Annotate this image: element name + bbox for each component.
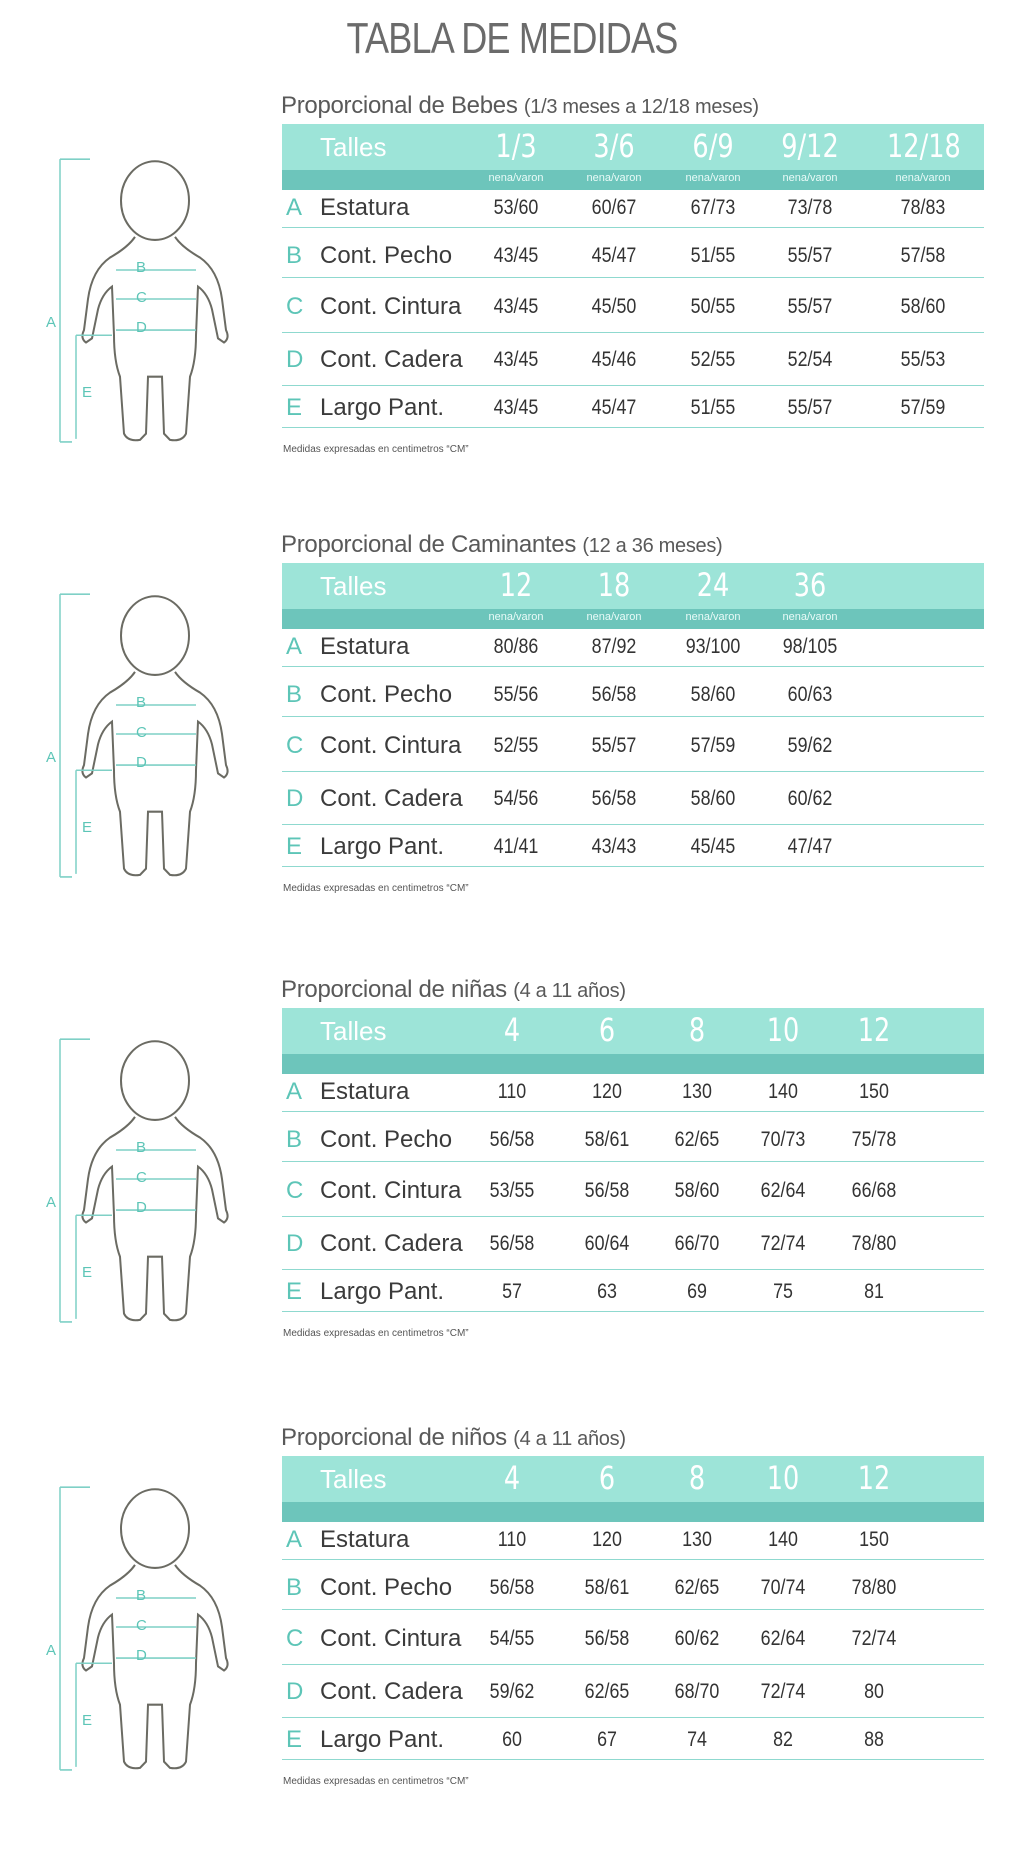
section-title-main: Proporcional de Caminantes bbox=[281, 531, 583, 558]
table-row bbox=[282, 1173, 984, 1217]
row-value: 41/41 bbox=[493, 835, 539, 858]
figure-label-a: A bbox=[46, 749, 57, 766]
size-header-5: 12/18 bbox=[887, 127, 961, 165]
row-value: 62/65 bbox=[584, 1680, 630, 1703]
row-value: 82 bbox=[773, 1728, 793, 1751]
row-value: 78/80 bbox=[851, 1576, 897, 1599]
row-value: 60/67 bbox=[591, 196, 637, 219]
size-header-2: 3/6 bbox=[593, 127, 635, 165]
size-header-1: 12 bbox=[499, 566, 533, 604]
figure-label-d: D bbox=[136, 1647, 147, 1664]
row-label: Cont. Pecho bbox=[320, 242, 453, 269]
row-value: 58/60 bbox=[690, 787, 736, 810]
row-value: 66/68 bbox=[851, 1179, 897, 1202]
row-value: 62/64 bbox=[760, 1627, 806, 1650]
table-header bbox=[282, 124, 984, 170]
measurement-note: Medidas expresadas en centimetros “CM” bbox=[283, 444, 469, 455]
row-value: 56/58 bbox=[591, 683, 637, 706]
row-letter: D bbox=[286, 346, 304, 373]
row-value: 72/74 bbox=[760, 1680, 806, 1703]
row-value: 57 bbox=[502, 1280, 522, 1303]
row-value: 62/65 bbox=[674, 1576, 720, 1599]
measurement-note: Medidas expresadas en centimetros “CM” bbox=[283, 883, 469, 894]
table-header bbox=[282, 563, 984, 609]
size-subheader-3: nena/varon bbox=[685, 611, 741, 623]
size-section bbox=[0, 1424, 1024, 1856]
row-label: Largo Pant. bbox=[320, 394, 445, 421]
table-row bbox=[282, 1226, 984, 1270]
row-value: 52/55 bbox=[690, 348, 736, 371]
section-title-main: Proporcional de Bebes bbox=[281, 92, 524, 119]
table-row bbox=[282, 1674, 984, 1718]
row-label: Cont. Pecho bbox=[320, 681, 453, 708]
row-value: 130 bbox=[682, 1528, 712, 1551]
size-header-5: 12 bbox=[857, 1459, 891, 1497]
row-letter: A bbox=[286, 1526, 303, 1553]
page-title: TABLA DE MEDIDAS bbox=[346, 14, 678, 63]
child-figure-icon bbox=[40, 589, 270, 879]
row-value: 55/57 bbox=[591, 734, 637, 757]
row-letter: A bbox=[286, 194, 303, 221]
row-value: 55/53 bbox=[900, 348, 946, 371]
row-divider bbox=[282, 771, 984, 772]
row-value: 58/60 bbox=[900, 295, 946, 318]
row-value: 78/80 bbox=[851, 1232, 897, 1255]
row-value: 140 bbox=[768, 1528, 798, 1551]
row-letter: A bbox=[286, 633, 303, 660]
size-subheader-4: nena/varon bbox=[782, 172, 838, 184]
row-value: 52/54 bbox=[787, 348, 833, 371]
row-label: Cont. Pecho bbox=[320, 1574, 453, 1601]
row-letter: D bbox=[286, 1230, 304, 1257]
table-row bbox=[282, 1570, 984, 1610]
size-header-2: 6 bbox=[598, 1011, 616, 1049]
row-value: 66/70 bbox=[674, 1232, 720, 1255]
table-row bbox=[282, 629, 984, 667]
row-value: 56/58 bbox=[489, 1232, 535, 1255]
row-label: Estatura bbox=[320, 1526, 410, 1553]
table-row bbox=[282, 1274, 984, 1312]
row-divider bbox=[282, 1664, 984, 1665]
row-value: 43/43 bbox=[591, 835, 637, 858]
row-value: 52/55 bbox=[493, 734, 539, 757]
row-divider bbox=[282, 1161, 984, 1162]
row-value: 60/64 bbox=[584, 1232, 630, 1255]
table-header bbox=[282, 1456, 984, 1502]
table-subheader bbox=[282, 609, 984, 629]
row-value: 59/62 bbox=[489, 1680, 535, 1703]
size-header-3: 8 bbox=[688, 1011, 706, 1049]
size-header-1: 1/3 bbox=[495, 127, 537, 165]
row-divider bbox=[282, 1717, 984, 1718]
table-subheader bbox=[282, 170, 984, 190]
row-letter: B bbox=[286, 1126, 303, 1153]
row-label: Cont. Cintura bbox=[320, 1625, 462, 1652]
row-value: 45/50 bbox=[591, 295, 637, 318]
size-header-4: 10 bbox=[766, 1011, 800, 1049]
size-header-2: 18 bbox=[597, 566, 631, 604]
row-divider bbox=[282, 866, 984, 867]
row-value: 55/57 bbox=[787, 244, 833, 267]
table-row bbox=[282, 289, 984, 333]
row-value: 45/47 bbox=[591, 396, 637, 419]
section-title-range: (4 a 11 años) bbox=[513, 1428, 626, 1450]
row-value: 70/74 bbox=[760, 1576, 806, 1599]
table-row bbox=[282, 1621, 984, 1665]
row-letter: E bbox=[286, 833, 303, 860]
table-row bbox=[282, 1122, 984, 1162]
figure-label-b: B bbox=[136, 1587, 147, 1604]
figure-label-d: D bbox=[136, 319, 147, 336]
table-row bbox=[282, 1074, 984, 1112]
row-value: 63 bbox=[597, 1280, 617, 1303]
figure-label-c: C bbox=[136, 1169, 147, 1186]
row-divider bbox=[282, 332, 984, 333]
row-divider bbox=[282, 385, 984, 386]
row-value: 55/57 bbox=[787, 396, 833, 419]
row-value: 51/55 bbox=[690, 244, 736, 267]
row-value: 58/61 bbox=[584, 1128, 630, 1151]
row-value: 140 bbox=[768, 1080, 798, 1103]
row-label: Cont. Cadera bbox=[320, 785, 463, 812]
table-header bbox=[282, 1008, 984, 1054]
size-header-3: 6/9 bbox=[692, 127, 734, 165]
row-label: Estatura bbox=[320, 1078, 410, 1105]
row-value: 80 bbox=[864, 1680, 884, 1703]
row-label: Largo Pant. bbox=[320, 1278, 445, 1305]
figure-label-d: D bbox=[136, 754, 147, 771]
row-value: 43/45 bbox=[493, 295, 539, 318]
talles-label: Talles bbox=[320, 571, 387, 601]
row-value: 43/45 bbox=[493, 244, 539, 267]
row-value: 78/83 bbox=[900, 196, 946, 219]
size-header-1: 4 bbox=[503, 1459, 521, 1497]
size-subheader-1: nena/varon bbox=[488, 611, 544, 623]
table-row bbox=[282, 829, 984, 867]
row-value: 72/74 bbox=[760, 1232, 806, 1255]
row-value: 93/100 bbox=[685, 635, 741, 658]
row-divider bbox=[282, 1609, 984, 1610]
row-letter: C bbox=[286, 1625, 304, 1652]
row-label: Largo Pant. bbox=[320, 833, 445, 860]
row-divider bbox=[282, 1311, 984, 1312]
row-letter: C bbox=[286, 293, 304, 320]
size-subheader-2: nena/varon bbox=[586, 611, 642, 623]
row-value: 110 bbox=[497, 1528, 527, 1551]
row-value: 55/56 bbox=[493, 683, 539, 706]
row-value: 62/65 bbox=[674, 1128, 720, 1151]
table-row bbox=[282, 238, 984, 278]
row-divider bbox=[282, 1269, 984, 1270]
row-label: Estatura bbox=[320, 194, 410, 221]
size-subheader-4: nena/varon bbox=[782, 611, 838, 623]
table-row bbox=[282, 781, 984, 825]
size-header-4: 9/12 bbox=[781, 127, 839, 165]
row-value: 120 bbox=[592, 1080, 622, 1103]
row-value: 80/86 bbox=[493, 635, 539, 658]
size-subheader-2: nena/varon bbox=[586, 172, 642, 184]
table-row bbox=[282, 728, 984, 772]
row-value: 43/45 bbox=[493, 396, 539, 419]
row-value: 53/55 bbox=[489, 1179, 535, 1202]
row-label: Cont. Cintura bbox=[320, 1177, 462, 1204]
size-section bbox=[0, 531, 1024, 963]
row-divider bbox=[282, 1759, 984, 1760]
row-letter: B bbox=[286, 1574, 303, 1601]
figure-label-e: E bbox=[82, 819, 93, 836]
row-value: 60/63 bbox=[787, 683, 833, 706]
row-letter: B bbox=[286, 681, 303, 708]
row-value: 58/60 bbox=[674, 1179, 720, 1202]
row-label: Cont. Cadera bbox=[320, 1678, 463, 1705]
table-row bbox=[282, 1722, 984, 1760]
row-value: 57/59 bbox=[900, 396, 946, 419]
row-value: 75 bbox=[773, 1280, 793, 1303]
table-subheader bbox=[282, 1502, 984, 1522]
figure-label-e: E bbox=[82, 384, 93, 401]
row-label: Cont. Cintura bbox=[320, 732, 462, 759]
figure-label-c: C bbox=[136, 289, 147, 306]
size-header-3: 8 bbox=[688, 1459, 706, 1497]
row-divider bbox=[282, 277, 984, 278]
row-value: 59/62 bbox=[787, 734, 833, 757]
row-label: Largo Pant. bbox=[320, 1726, 445, 1753]
figure-label-c: C bbox=[136, 724, 147, 741]
section-title-range: (4 a 11 años) bbox=[513, 980, 626, 1002]
row-letter: E bbox=[286, 394, 303, 421]
row-value: 58/61 bbox=[584, 1576, 630, 1599]
table-row bbox=[282, 190, 984, 228]
table-row bbox=[282, 390, 984, 428]
size-header-4: 10 bbox=[766, 1459, 800, 1497]
row-value: 55/57 bbox=[787, 295, 833, 318]
row-value: 56/58 bbox=[591, 787, 637, 810]
row-value: 43/45 bbox=[493, 348, 539, 371]
talles-label: Talles bbox=[320, 132, 387, 162]
figure-label-a: A bbox=[46, 1194, 57, 1211]
row-value: 88 bbox=[864, 1728, 884, 1751]
size-header-5: 12 bbox=[857, 1011, 891, 1049]
row-value: 57/58 bbox=[900, 244, 946, 267]
size-header-3: 24 bbox=[696, 566, 730, 604]
row-value: 98/105 bbox=[782, 635, 838, 658]
row-value: 150 bbox=[859, 1080, 889, 1103]
figure-label-b: B bbox=[136, 259, 147, 276]
row-letter: E bbox=[286, 1278, 303, 1305]
row-value: 60/62 bbox=[787, 787, 833, 810]
row-label: Cont. Cintura bbox=[320, 293, 462, 320]
section-title bbox=[281, 531, 722, 559]
row-value: 68/70 bbox=[674, 1680, 720, 1703]
section-title-range: (12 a 36 meses) bbox=[582, 535, 723, 557]
figure-label-b: B bbox=[136, 694, 147, 711]
figure-label-d: D bbox=[136, 1199, 147, 1216]
row-divider bbox=[282, 716, 984, 717]
row-value: 56/58 bbox=[489, 1576, 535, 1599]
row-value: 51/55 bbox=[690, 396, 736, 419]
row-value: 56/58 bbox=[489, 1128, 535, 1151]
row-value: 60/62 bbox=[674, 1627, 720, 1650]
section-title bbox=[281, 976, 626, 1004]
size-header-4: 36 bbox=[793, 566, 827, 604]
row-divider bbox=[282, 824, 984, 825]
measurement-note: Medidas expresadas en centimetros “CM” bbox=[283, 1328, 469, 1339]
talles-label: Talles bbox=[320, 1016, 387, 1046]
section-title bbox=[281, 1424, 626, 1452]
row-value: 54/56 bbox=[493, 787, 539, 810]
section-title-main: Proporcional de niñas bbox=[281, 976, 514, 1003]
section-title-main: Proporcional de niños bbox=[281, 1424, 514, 1451]
figure-label-b: B bbox=[136, 1139, 147, 1156]
figure-label-a: A bbox=[46, 1642, 57, 1659]
child-figure-icon bbox=[40, 154, 270, 444]
size-subheader-1: nena/varon bbox=[488, 172, 544, 184]
row-value: 57/59 bbox=[690, 734, 736, 757]
row-value: 110 bbox=[497, 1080, 527, 1103]
row-label: Estatura bbox=[320, 633, 410, 660]
row-value: 45/46 bbox=[591, 348, 637, 371]
section-title-range: (1/3 meses a 12/18 meses) bbox=[523, 96, 759, 118]
row-value: 47/47 bbox=[787, 835, 833, 858]
row-letter: D bbox=[286, 1678, 304, 1705]
measurement-note: Medidas expresadas en centimetros “CM” bbox=[283, 1776, 469, 1787]
row-divider bbox=[282, 427, 984, 428]
row-value: 56/58 bbox=[584, 1179, 630, 1202]
row-label: Cont. Cadera bbox=[320, 346, 463, 373]
row-value: 73/78 bbox=[787, 196, 833, 219]
size-subheader-5: nena/varon bbox=[895, 172, 951, 184]
row-label: Cont. Pecho bbox=[320, 1126, 453, 1153]
row-divider bbox=[282, 1216, 984, 1217]
row-value: 45/47 bbox=[591, 244, 637, 267]
figure-label-a: A bbox=[46, 314, 57, 331]
row-value: 50/55 bbox=[690, 295, 736, 318]
row-divider bbox=[282, 1111, 984, 1112]
row-value: 74 bbox=[687, 1728, 707, 1751]
row-letter: D bbox=[286, 785, 304, 812]
table-subheader bbox=[282, 1054, 984, 1074]
talles-label: Talles bbox=[320, 1464, 387, 1494]
figure-label-e: E bbox=[82, 1712, 93, 1729]
row-value: 67 bbox=[597, 1728, 617, 1751]
row-value: 54/55 bbox=[489, 1627, 535, 1650]
row-value: 60 bbox=[502, 1728, 522, 1751]
table-row bbox=[282, 677, 984, 717]
row-value: 69 bbox=[687, 1280, 707, 1303]
section-title bbox=[281, 92, 759, 120]
row-value: 53/60 bbox=[493, 196, 539, 219]
row-value: 150 bbox=[859, 1528, 889, 1551]
row-divider bbox=[282, 666, 984, 667]
size-header-2: 6 bbox=[598, 1459, 616, 1497]
row-value: 56/58 bbox=[584, 1627, 630, 1650]
row-letter: C bbox=[286, 732, 304, 759]
row-value: 67/73 bbox=[690, 196, 736, 219]
row-value: 72/74 bbox=[851, 1627, 897, 1650]
row-value: 75/78 bbox=[851, 1128, 897, 1151]
size-section bbox=[0, 976, 1024, 1408]
table-row bbox=[282, 1522, 984, 1560]
row-label: Cont. Cadera bbox=[320, 1230, 463, 1257]
child-figure-icon bbox=[40, 1482, 270, 1772]
row-value: 70/73 bbox=[760, 1128, 806, 1151]
row-letter: B bbox=[286, 242, 303, 269]
row-value: 120 bbox=[592, 1528, 622, 1551]
table-row bbox=[282, 342, 984, 386]
row-divider bbox=[282, 227, 984, 228]
size-header-1: 4 bbox=[503, 1011, 521, 1049]
size-subheader-3: nena/varon bbox=[685, 172, 741, 184]
row-value: 58/60 bbox=[690, 683, 736, 706]
row-value: 130 bbox=[682, 1080, 712, 1103]
row-value: 62/64 bbox=[760, 1179, 806, 1202]
row-letter: A bbox=[286, 1078, 303, 1105]
row-value: 81 bbox=[864, 1280, 884, 1303]
size-section bbox=[0, 92, 1024, 524]
row-value: 87/92 bbox=[591, 635, 637, 658]
row-divider bbox=[282, 1559, 984, 1560]
row-value: 45/45 bbox=[690, 835, 736, 858]
child-figure-icon bbox=[40, 1034, 270, 1324]
row-letter: E bbox=[286, 1726, 303, 1753]
figure-label-e: E bbox=[82, 1264, 93, 1281]
row-letter: C bbox=[286, 1177, 304, 1204]
figure-label-c: C bbox=[136, 1617, 147, 1634]
